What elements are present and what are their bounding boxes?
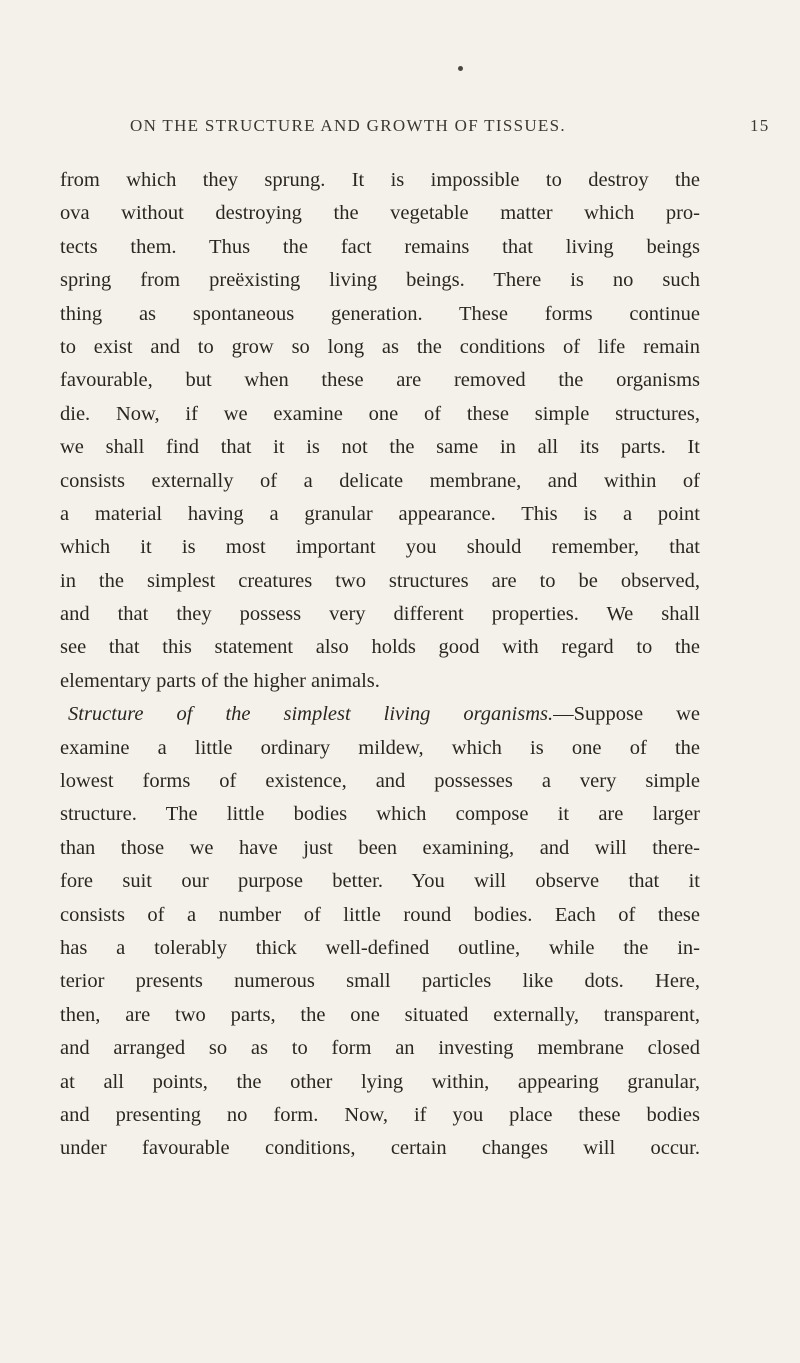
text-line: at all points, the other lying within, appearing granular,: [60, 1070, 700, 1093]
text-line: and that they possess very different properties. We shall: [60, 603, 700, 626]
text-line: in the simplest creatures two structures are to be observed,: [60, 569, 700, 592]
text-line: examine a little ordinary mildew, which is one of the: [60, 736, 700, 759]
text-line: and arranged so as to form an investing membrane closed: [60, 1037, 700, 1060]
text-line: structure. The little bodies which compose it are larger: [60, 803, 700, 826]
print-speck: [458, 66, 463, 71]
page-number: 15: [750, 116, 770, 135]
section-heading-line: [60, 698, 700, 731]
text-line: spring from preëxisting living beings. There is no such: [60, 269, 700, 292]
text-line: a material having a granular appearance. This is a point: [60, 502, 700, 525]
text-line: consists of a number of little round bodies. Each of these: [60, 903, 700, 926]
text-line: thing as spontaneous generation. These forms continue: [60, 302, 700, 325]
text-line: ova without destroying the vegetable matter which pro-: [60, 202, 700, 225]
text-line: lowest forms of existence, and possesses a very simple: [60, 770, 700, 793]
text-line: under favourable conditions, certain changes will occur.: [60, 1137, 700, 1160]
text-line: from which they sprung. It is impossible to destroy the: [60, 169, 700, 191]
text-line: which it is most important you should remember, that: [60, 536, 700, 559]
text-line: and presenting no form. Now, if you place these bodies: [60, 1103, 700, 1126]
running-head-title: ON THE STRUCTURE AND GROWTH OF TISSUES.: [130, 116, 566, 135]
heading-line-rest: Suppose we: [573, 703, 700, 726]
text-line: fore suit our purpose better. You will observe that it: [60, 870, 700, 893]
text-line: then, are two parts, the one situated externally, transparent,: [60, 1003, 700, 1026]
text-line: favourable, but when these are removed the organisms: [60, 369, 700, 392]
text-line: terior presents numerous small particles like dots. Here,: [60, 970, 700, 993]
heading-dash: —: [553, 703, 574, 726]
text-line: elementary parts of the higher animals.: [60, 669, 380, 692]
text-line: tects them. Thus the fact remains that living beings: [60, 235, 700, 258]
text-line: than those we have just been examining, and will there-: [60, 836, 700, 859]
body-text: [60, 164, 700, 1166]
text-line: consists externally of a delicate membrane, and within of: [60, 469, 700, 492]
section-heading: Structure of the simplest living organisms.: [68, 703, 554, 726]
text-line: die. Now, if we examine one of these simple structures,: [60, 402, 700, 425]
text-line: we shall find that it is not the same in all its parts. It: [60, 436, 700, 459]
text-line: to exist and to grow so long as the conditions of life remain: [60, 335, 700, 358]
text-line: has a tolerably thick well-defined outline, while the in-: [60, 936, 700, 959]
text-line: see that this statement also holds good with regard to the: [60, 636, 700, 659]
